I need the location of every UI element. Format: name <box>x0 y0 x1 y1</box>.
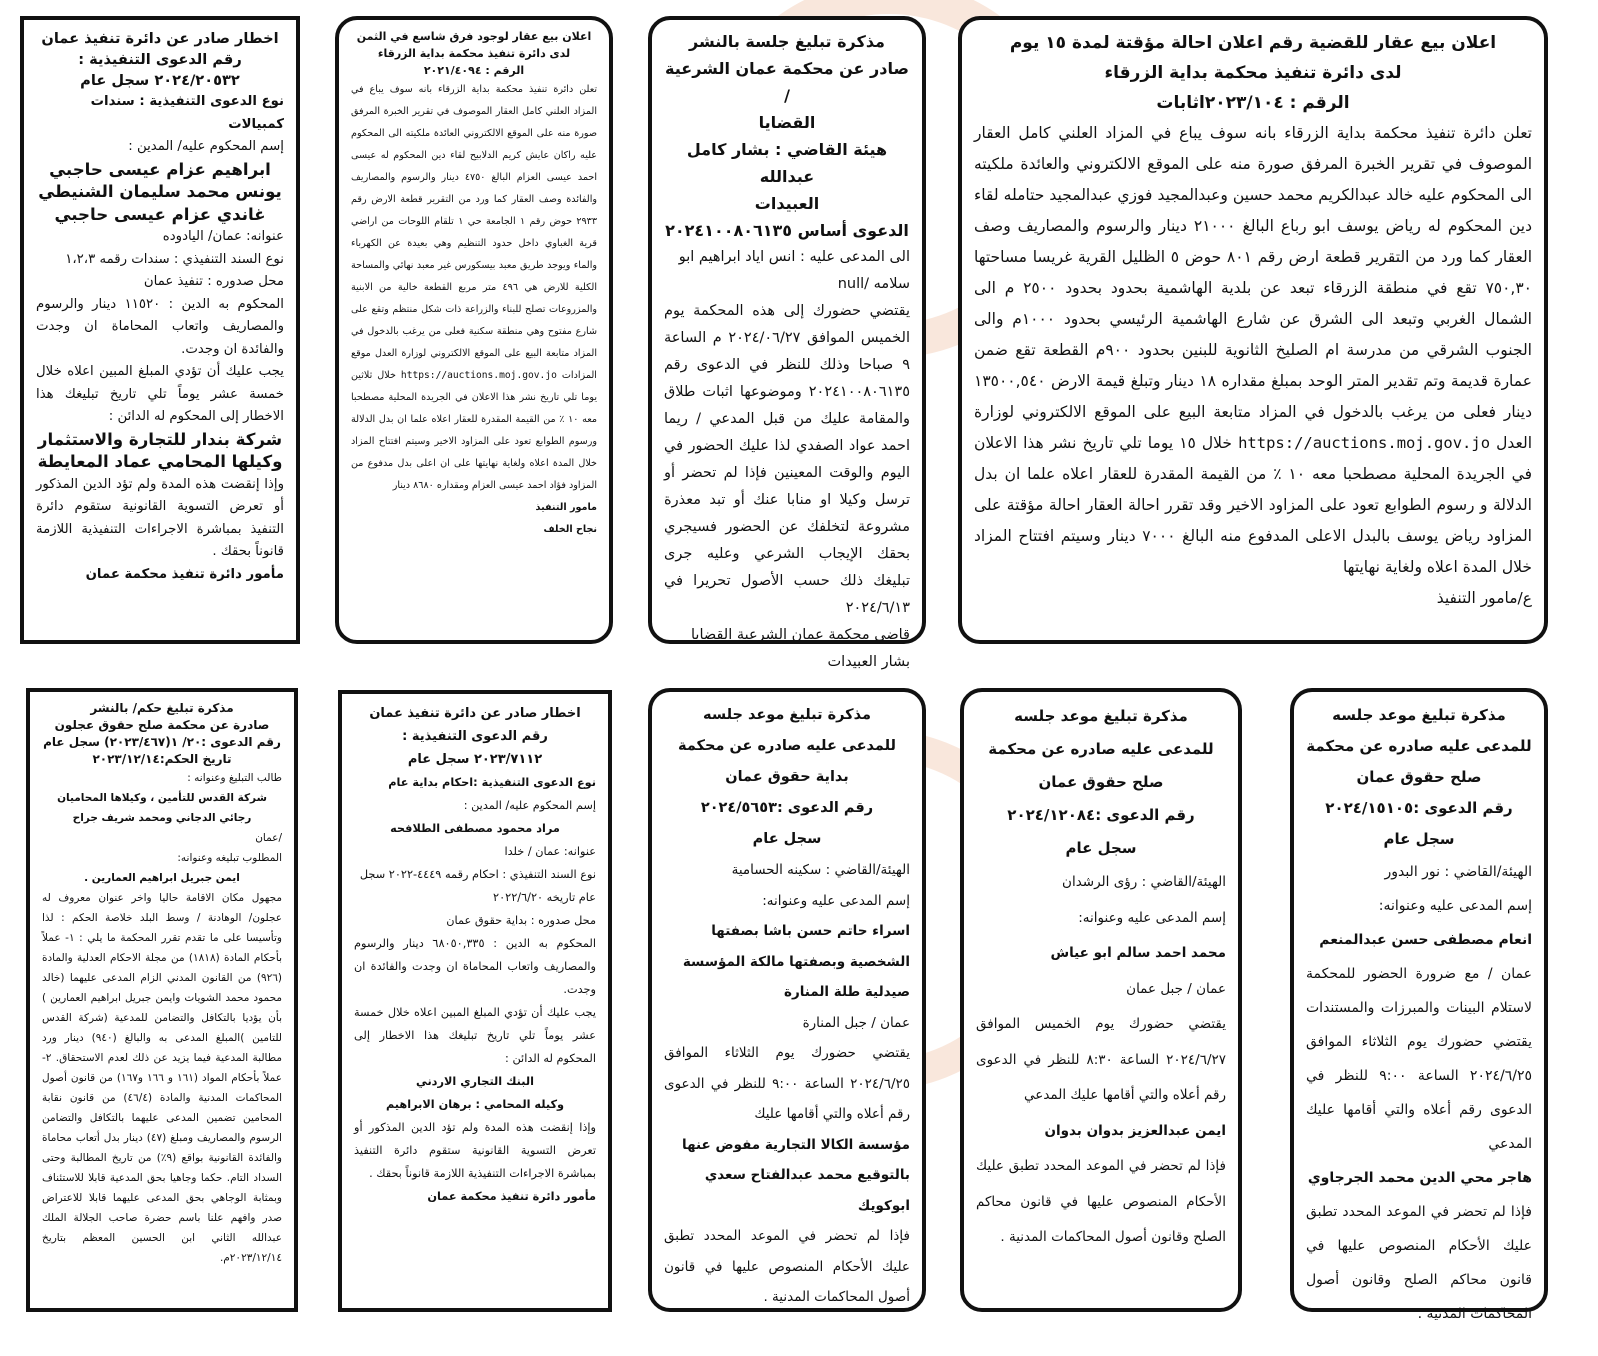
notice9-requester-address: /عمان <box>255 832 282 844</box>
notice2-case-number: الدعوى أساس ٢٠٢٤١٠٠٨٠٦١٣٥ <box>665 221 909 240</box>
notice8-issue-place: محل صدوره : بداية حقوق عمان <box>446 914 596 927</box>
notice4-title: اخطار صادر عن دائرة تنفيذ عمان <box>41 30 279 47</box>
notice9-target: ايمن جبريل ابراهيم العمارين . <box>84 872 240 884</box>
notice1-url: https://auctions.moj.gov.jo <box>1238 434 1491 452</box>
notice4-debtor-1: ابراهيم عزام عيسى حاجبي <box>49 159 271 179</box>
notice3-subtitle: لدى دائرة تنفيذ محكمة بداية الزرقاء <box>377 47 571 60</box>
notice4-debtor-3: غاندي عزام عيسى حاجبي <box>54 204 266 224</box>
notice3-number: الرقم : ٢٠٢١/٤٠٩٤ <box>423 64 525 77</box>
notice7-subtitle: للمدعى عليه صادره عن محكمة <box>678 738 896 754</box>
notice7-defendant: اسراء حاتم حسن باشا بصفتها الشخصية وبصفتها مالكة المؤسسة صيدلية طلة المنارة <box>682 923 910 1000</box>
notice7-body: يقتضي حضورك يوم الثلاثاء الموافق ٢٠٢٤/٦/٢٥ الساعة ٩:٠٠ للنظر في الدعوى رقم أعلاه والتي أقامها عليك <box>664 1045 910 1122</box>
notice7-address: عمان / جبل المنارة <box>802 1014 910 1031</box>
notice6-register: سجل عام <box>1065 839 1137 857</box>
notice-property-sale-zarqa <box>958 16 1548 644</box>
notice9-judgment-date: تاريخ الحكم:٢٠٢٣/١٢/١٤ <box>92 752 232 766</box>
notice9-body: مجهول مكان الاقامة حاليا واخر عنوان معروف له عجلون/ الوهادنة / وسط البلد خلاصة الحكم : لذا وتأسيسا على ما تقدم تقرر المحكمة ما يلي : ١- عملاً بأحكام المادة (١٨١٨) من مجلة الاحكام العدلية والمادة (٩٢٦) من القانون المدني الزام المدعى عليهما (خالد محمود محمد الشويات وايمن جبريل ابراهيم العمارين ) بأن يؤديا بالتكافل والتضامن للمدعية (شركة القدس للتامين )المبلغ المدعى به والبالغ (٩٤٠) دينار ورد مطالبة المدعية فيما يزيد عن ذلك لعدم الاستحقاق. ٢- عملاً بأحكام المواد (١٦١ و ١٦٦ و١٦٧) من قانون أصول المحاكمات المدنية والمادة (٤٦/٤) من قانون نقابة المحامين تضمين المدعى عليهما بالتكافل والتضامن الرسوم والمصاريف ومبلغ (٤٧) دينار بدل أتعاب محاماة والفائدة القانونية بواقع (٩٪) من تاريخ المطالبة وحتى السداد التام. حكما وجاهيا بحق المدعية قابلا للاستئناف وبمثابة الوجاهي بحق المدعى عليهما قابلا للاعتراض صدر وافهم علنا باسم حضرة صاحب الجلالة الملك عبدالله الثاني ابن الحسين المعظم بتاريخ ٢٠٢٣/١٢/١٤م. <box>42 892 283 1264</box>
notice1-title: اعلان بيع عقار للقضية رقم اعلان احالة مؤقتة لمدة ١٥ يوم <box>1009 33 1497 53</box>
notice2-judge-surname: العبيدات <box>754 194 820 213</box>
notice1-subtitle: لدى دائرة تنفيذ محكمة بداية الزرقاء <box>1104 63 1402 83</box>
notice3-signature-title: مامور التنفيذ <box>535 502 597 513</box>
notice7-register: سجل عام <box>752 831 822 847</box>
notice6-subtitle: للمدعى عليه صادره عن محكمة <box>988 740 1214 758</box>
notice4-bond-type: نوع السند التنفيذي : سندات رقمه ١،٢،٣ <box>65 251 284 267</box>
notice8-debtor-label: إسم المحكوم عليه/ المدين : <box>463 799 596 812</box>
notice7-case-number: رقم الدعوى :٢٠٢٤/٥٦٥٣ <box>700 800 874 816</box>
notice9-case-number: رقم الدعوى :٢٠/ ١(٢٠٢٣/٤٦٧) سجل عام <box>43 735 281 749</box>
notice6-warning: فإذا لم تحضر في الموعد المحدد تطبق عليك الأحكام المنصوص عليها في قانون محاكم الصلح وقانون أصول المحاكمات المدنية . <box>976 1158 1226 1245</box>
notice8-case-label: رقم الدعوى التنفيذية : <box>402 729 548 744</box>
notice1-number: الرقم : ٢٠٢٣/١٠٤اثابات <box>1156 93 1350 113</box>
notice3-signature-name: نجاح الخلف <box>543 524 597 535</box>
notice9-target-label: المطلوب تبليغه وعنوانه: <box>177 852 282 864</box>
notice9-requester: شركة القدس للتأمين ، وكيلاها المحاميان رجائي الدجاني ومحمد شريف جراح <box>57 792 267 824</box>
notice8-warning: وإذا إنقضت هذه المدة ولم تؤد الدين المذكور أو تعرض التسوية القانونية ستقوم دائرة التنفيذ بمباشرة الاجراءات التنفيذية اللازمة قانوناً بحقك . <box>354 1121 596 1180</box>
notice5-register: سجل عام <box>1383 830 1455 848</box>
notice7-court: بداية حقوق عمان <box>725 769 849 785</box>
notice5-warning: فإذا لم تحضر في الموعد المحدد تطبق عليك الأحكام المنصوص عليها في قانون محاكم الصلح وقانون أصول المحاكمات المدنية . <box>1306 1204 1532 1322</box>
notice9-title: مذكرة تبليغ حكم/ بالنشر <box>90 701 234 715</box>
notice5-title: مذكرة تبليغ موعد جلسه <box>1332 706 1506 724</box>
notice8-creditor: البنك التجاري الاردني <box>416 1075 534 1088</box>
notice3-body: تعلن دائرة تنفيذ محكمة بداية الزرقاء بانه سوف يباع في المزاد العلني كامل العقار الموصوف في تقرير الخبرة المرفق صورة منه على الموقع الالكتروني العائدة ملكيته الى المحكوم عليه راكان عايش كريم الدلابيح لقاء دين المحكوم له عيسى احمد عيسى العزام البالغ ٤٧٥٠ دينار والرسوم والمصاريف والفائدة وصف العقار كما ورد من التقرير قطعة الارض رقم ٢٩٣٣ حوض رقم ١ الجامعة حي ١ تلقام اللوحات من اراضي قرية الغباوي داخل حدود التنظيم وهي بعيدة عن الكهرباء والماء ويوجد طريق معبد بيسكورس غير معبد نهائي والمساحة الكلية للارض هي ٤٩٦ متر مربع القطعة خالية من الابنية والمزروعات تصلح للبناء والزراعة ذات شكل منتظم وتقع على شارع مفتوح وهي منطقة سكنية فعلى من يرغب بالدخول في المزاد متابعة البيع على الموقع الالكتروني لوزارة العدل موقع المزادات <box>351 84 597 381</box>
notice1-body: تعلن دائرة تنفيذ محكمة بداية الزرقاء بانه سوف يباع في المزاد العلني كامل العقار الموصوف في تقرير الخبرة المرفق صورة منه على الموقع الالكتروني والعائدة ملكيته الى المحكوم عليه خالد عبدالكريم محمد حسين وعبدالمجيد فوزي عبدالمجيد حتامله لقاء دين المحكوم له رياض يوسف ابو رباع البالغ ٢١٠٠٠ دينار والرسوم والمصاريف وصف العقار كما ورد من التقرير قطعة ارض رقم ٨٠١ حوض ٥ الظليل القرية غريسا مساحتها ٧٥٠,٣٠ تقع في منطقة الزرقاء تبعد عن بلدية الهاشمية بحدود بحدود ٢٥٠٠ م الى الشمال الغربي وتبعد الى الشرق عن شارع الهاشمية الرئيسي بحدود ١٠٠٠م والى الجنوب الشرقي من مدرسة ام الصليخ الثانوية للبنين بحدود ٩٠٠م القطعة تقع ضمن عمارة قديمة وتم تقدير المتر الوحد بمبلغ مقداره ١٨ دينار وتبلغ قيمة الارض ١٣٥٠٠,٥٤٠ دينار فعلى من يرغب بالدخول في المزاد متابعة البيع على الموقع الالكتروني لوزارة العدل <box>974 124 1533 452</box>
notice6-body: يقتضي حضورك يوم الخميس الموافق ٢٠٢٤/٦/٢٧ الساعة ٨:٣٠ للنظر في الدعوى رقم أعلاه والتي أقامها عليك المدعي <box>976 1016 1226 1103</box>
notice4-address: عنوانه: عمان/ اليادوده <box>162 229 284 244</box>
notice5-subtitle: للمدعى عليه صادره عن محكمة <box>1306 737 1532 755</box>
notice3-title: اعلان بيع عقار لوجود فرق شاسع في الثمن <box>356 30 592 43</box>
notice6-plaintiff: ايمن عبدالعزيز بدوان بدوان <box>1044 1122 1226 1139</box>
notice-sharia-court-session <box>648 16 926 670</box>
notice7-warning: فإذا لم تحضر في الموعد المحدد تطبق عليك الأحكام المنصوص عليها في قانون أصول المحاكمات المدنية . <box>664 1228 910 1305</box>
notice5-case-number: رقم الدعوى :٢٠٢٤/١٥١٠٥ <box>1325 799 1513 817</box>
notice8-amount: المحكوم به الدين : ٦٨٠٥٠,٣٣٥ دينار والرسوم والمصاريف واتعاب المحاماة ان وجدت والفائدة ان وجدت. <box>354 937 596 996</box>
notice4-case-type: نوع الدعوى التنفيذية : سندات كمبيالات <box>90 94 284 132</box>
notice2-court: صادر عن محكمة عمان الشرعية / <box>665 59 909 105</box>
notice4-amount: المحكوم به الدين : ١١٥٢٠ دينار والرسوم والمصاريف واتعاب المحاماة ان وجدت والفائدة ان وجدت. <box>36 296 284 357</box>
notice7-judge: الهيئة/القاضي : سكينه الحسامية <box>731 862 910 878</box>
notice4-debtor-label: إسم المحكوم عليه/ المدين : <box>128 139 284 154</box>
notice1-body2: خلال ١٥ يوما تلي تاريخ نشر هذا الاعلان في الجريدة المحلية مصطحبا معه ١٠ ٪ من القيمة المقدرة للعقار اعلاه علما ان بدل الدلالة و رسوم الطوابع تعود على المزاود الاخير وقد تقرر احالة العقار احالة مؤقتة على المزاود رياض يوسف بالبدل الاعلى المدفوع منه البالغ ٧٠٠٠ دينار وسيتم افتتاح المزاد خلال المدة اعلاه ولغاية نهايتها <box>974 434 1532 576</box>
notice4-issue-place: محل صدوره : تنفيذ عمان <box>143 274 284 289</box>
notice4-case-number: ٢٠٢٤/٢٠٥٣٢ سجل عام <box>80 72 240 89</box>
notice7-defendant-label: إسم المدعى عليه وعنوانه: <box>762 892 910 909</box>
notice5-defendant-label: إسم المدعى عليه وعنوانه: <box>1378 898 1532 914</box>
notice4-debtor-2: يونس محمد سليمان الشنيطي <box>38 182 282 201</box>
notice7-title: مذكرة تبليغ موعد جلسه <box>703 707 871 723</box>
notice4-warning: وإذا إنقضت هذه المدة ولم تؤد الدين المذكور أو تعرض التسوية القانونية ستقوم دائرة التنفيذ بمباشرة الاجراءات التنفيذية اللازمة قانوناً بحقك . <box>36 476 284 559</box>
notice4-case-label: رقم الدعوى التنفيذية : <box>78 51 242 68</box>
notice8-debtor: مراد محمود مصطفى الطلافحه <box>390 822 560 835</box>
notice2-dept: القضايا <box>758 113 816 132</box>
notice-property-sale-price-gap <box>335 16 613 644</box>
notice2-defendant: الى المدعى عليه : انس اياد ابراهيم ابو سلامه /null <box>678 249 910 292</box>
notice4-signature: مأمور دائرة تنفيذ محكمة عمان <box>85 566 284 582</box>
notice4-creditor-lawyer: وكيلها المحامي عماد المعايطة <box>37 452 283 471</box>
notice9-requester-label: طالب التبليغ وعنوانه : <box>187 772 282 784</box>
notice6-judge: الهيئة/القاضي : رؤى الرشدان <box>1062 874 1226 890</box>
notice6-court: صلح حقوق عمان <box>1038 773 1164 791</box>
notice8-case-number: ٢٠٢٣/٧١١٢ سجل عام <box>407 752 543 767</box>
notice5-plaintiff: هاجر محي الدين محمد الجرجاوي <box>1307 1170 1532 1186</box>
notice2-body: يقتضي حضورك إلى هذه المحكمة يوم الخميس الموافق ٢٠٢٤/٠٦/٢٧ م الساعة ٩ صباحا وذلك للنظر في الدعوى رقم ٢٠٢٤١٠٠٨٠٦١٣٥ وموضوعها اثبات طلاق والمقامة عليك من قبل المدعي / ريما احمد عواد الصفدي لذا عليك الحضور في اليوم والوقت المعينين فإذا لم تحضر أو ترسل وكيلا او منابا عنك أو تبد معذرة مشروعة لتخلفك عن الحضور فسيجري بحقك الإيجاب الشرعي وعليه جرى تبليغك ذلك حسب الأصول تحريرا في ٢٠٢٤/٦/١٣ <box>664 303 910 616</box>
notice1-signature: ع/مامور التنفيذ <box>1436 589 1532 607</box>
notice6-title: مذكرة تبليغ موعد جلسه <box>1014 707 1188 725</box>
notice8-creditor-lawyer: وكيله المحامي : برهان الابراهيم <box>385 1098 565 1111</box>
notice5-body: عمان / مع ضرورة الحضور للمحكمة لاستلام البينات والمبرزات والمستندات يقتضي حضورك يوم الثلاثاء الموافق ٢٠٢٤/٦/٢٥ الساعة ٩:٠٠ للنظر في الدعوى رقم أعلاه والتي أقامها عليك المدعي <box>1306 966 1532 1152</box>
notice4-pay-instruction: يجب عليك أن تؤدي المبلغ المبين اعلاه خلال خمسة عشر يوماً تلي تاريخ تبليغك هذا الاخطار إلى المحكوم له الدائن : <box>36 364 284 424</box>
notice4-creditor: شركة بندار للتجارة والاستثمار <box>37 429 283 449</box>
notice8-bond-type: نوع السند التنفيذي : احكام رقمه ٤٤٤٩-٢٠٢٢ سجل عام تاريخه ٢٠٢٢/٦/٢٠ <box>359 868 596 904</box>
notice7-plaintiff: مؤسسة الكالا التجارية مفوض عنها بالتوقيع محمد عبدالفتاح سعدي ابوكويك <box>682 1136 910 1214</box>
notice5-defendant: انعام مصطفى حسن عبدالمنعم <box>1319 932 1532 948</box>
notice3-url: https://auctions.moj.gov.jo <box>400 370 557 381</box>
notice3-body2: خلال ثلاثين يوما تلي تاريخ نشر هذا الاعلان في الجريدة المحلية مصطحبا معه ١٠ ٪ من القيمة المقدرة للعقار اعلاه علما ان بدل الدلالة ورسوم الطوابع تعود على المزاود الاخير وسيتم افتتاح المزاد خلال المدة اعلاه ولغاية نهايتها على ان اعلى بدل مدفوع من المزاود فؤاد احمد عيسى العزام ومقداره ٨٦٨٠ دينار <box>351 370 597 491</box>
notice8-address: عنوانه: عمان / خلدا <box>504 845 596 858</box>
notice-execution-amman-2024 <box>20 16 300 644</box>
notice2-signature-name: بشار العبيدات <box>827 654 910 670</box>
notice5-court: صلح حقوق عمان <box>1356 768 1482 786</box>
notice9-court: صادرة عن محكمة صلح حقوق عجلون <box>54 718 270 732</box>
notice-session-15105 <box>1290 688 1548 1322</box>
notice2-signature-title: قاضي محكمة عمان الشرعية القضايا <box>691 627 910 643</box>
notice6-address: عمان / جبل عمان <box>1126 980 1226 997</box>
notice8-pay-instruction: يجب عليك أن تؤدي المبلغ المبين اعلاه خلال خمسة عشر يوماً تلي تاريخ تبليغك هذا الاخطار إلى المحكوم له الدائن : <box>354 1006 596 1065</box>
notice2-title: مذكرة تبليغ جلسة بالنشر <box>689 32 885 51</box>
notice-session-12084 <box>960 688 1242 1312</box>
notice5-judge: الهيئة/القاضي : نور البدور <box>1384 864 1532 880</box>
notice6-case-number: رقم الدعوى :٢٠٢٤/١٢٠٨٤ <box>1007 806 1195 824</box>
notice8-case-type: نوع الدعوى التنفيذية :احكام بداية عام <box>388 776 596 789</box>
notice8-signature: مأمور دائرة تنفيذ محكمة عمان <box>427 1190 596 1203</box>
notice6-defendant: محمد احمد سالم ابو عياش <box>1050 945 1226 961</box>
notice-session-5653 <box>648 688 926 1312</box>
notice8-title: اخطار صادر عن دائرة تنفيذ عمان <box>369 706 581 721</box>
notice-judgment-ajloun <box>26 688 298 1312</box>
notice-execution-amman-2023 <box>338 690 612 1312</box>
notice2-judge: هيئة القاضي : بشار كامل عبدالله <box>686 140 888 186</box>
notice6-defendant-label: إسم المدعى عليه وعنوانه: <box>1078 909 1226 926</box>
